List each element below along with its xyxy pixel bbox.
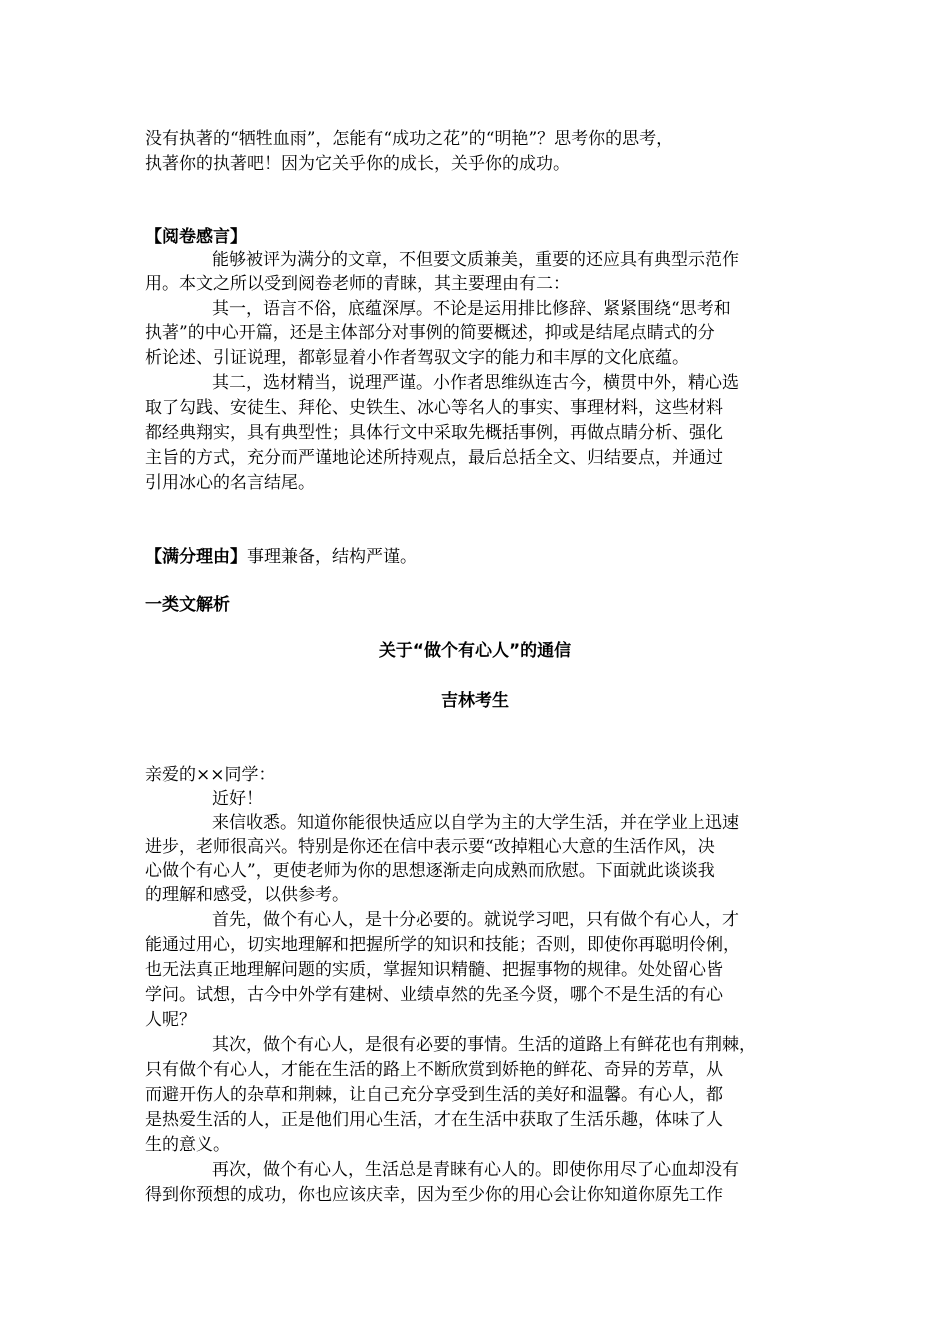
reason-text: 事理兼备，结构严谨。: [247, 547, 417, 567]
essay-line-7: 能通过用心，切实地理解和把握所学的知识和技能；否则，即使你再聪明伶俐，: [145, 935, 740, 955]
review-line-5: 析论述、引证说理，都彰显着小作者驾驭文字的能力和丰厚的文化底蕴。: [145, 348, 689, 368]
essay-salutation: 亲爱的××同学：: [145, 765, 276, 785]
intro-line-1: 没有执著的“牺牲血雨”，怎能有“成功之花”的“明艳”？思考你的思考，: [145, 129, 674, 149]
essay-line-15: 生的意义。: [145, 1135, 230, 1155]
essay-author: 吉林考生: [441, 691, 509, 711]
essay-line-2: 来信收悉。知道你能很快适应以自学为主的大学生活，并在学业上迅速: [212, 813, 739, 833]
essay-line-11: 其次，做个有心人，是很有必要的事情。生活的道路上有鲜花也有荆棘，: [212, 1035, 756, 1055]
review-line-10: 引用冰心的名言结尾。: [145, 473, 315, 493]
review-line-4: 执著”的中心开篇，还是主体部分对事例的简要概述，抑或是结尾点睛式的分: [145, 323, 715, 343]
essay-line-8: 也无法真正地理解问题的实质，掌握知识精髓、把握事物的规律。处处留心皆: [145, 960, 723, 980]
review-heading: 【阅卷感言】: [145, 227, 247, 247]
essay-line-14: 是热爱生活的人，正是他们用心生活，才在生活中获取了生活乐趣，体味了人: [145, 1110, 723, 1130]
section-heading: 一类文解析: [145, 595, 230, 615]
review-line-1: 能够被评为满分的文章，不但要文质兼美，重要的还应具有典型示范作: [212, 250, 739, 270]
essay-title: 关于“做个有心人”的通信: [378, 641, 572, 661]
intro-line-2: 执著你的执著吧！因为它关乎你的成长，关乎你的成功。: [145, 154, 570, 174]
review-line-7: 取了勾践、安徒生、拜伦、史铁生、冰心等名人的事实、事理材料，这些材料: [145, 398, 723, 418]
essay-line-13: 而避开伤人的杂草和荆棘，让自己充分享受到生活的美好和温馨。有心人，都: [145, 1085, 723, 1105]
essay-line-16: 再次，做个有心人，生活总是青睐有心人的。即使你用尽了心血却没有: [212, 1160, 739, 1180]
review-line-3: 其一，语言不俗，底蕴深厚。不论是运用排比修辞、紧紧围绕“思考和: [212, 299, 731, 319]
essay-line-17: 得到你预想的成功，你也应该庆幸，因为至少你的用心会让你知道你原先工作: [145, 1185, 723, 1205]
review-line-2: 用。本文之所以受到阅卷老师的青睐，其主要理由有二：: [145, 274, 570, 294]
review-line-6: 其二，选材精当，说理严谨。小作者思维纵连古今，横贯中外，精心选: [212, 373, 739, 393]
essay-line-1: 近好！: [212, 789, 263, 809]
essay-line-3: 进步，老师很高兴。特别是你还在信中表示要“改掉粗心大意的生活作风，决: [145, 837, 715, 857]
reason-line: [145, 545, 417, 570]
review-line-9: 主旨的方式，充分而严谨地论述所持观点，最后总括全文、归结要点，并通过: [145, 448, 723, 468]
essay-line-9: 学问。试想，古今中外学有建树、业绩卓然的先圣今贤，哪个不是生活的有心: [145, 985, 723, 1005]
essay-line-10: 人呢？: [145, 1010, 196, 1030]
reason-label: 【满分理由】: [145, 547, 247, 567]
essay-line-4: 心做个有心人”，更使老师为你的思想逐渐走向成熟而欣慰。下面就此谈谈我: [145, 861, 715, 881]
essay-line-12: 只有做个有心人，才能在生活的路上不断欣赏到娇艳的鲜花、奇异的芳草，从: [145, 1060, 723, 1080]
essay-line-5: 的理解和感受，以供参考。: [145, 885, 349, 905]
essay-line-6: 首先，做个有心人，是十分必要的。就说学习吧，只有做个有心人，才: [212, 910, 739, 930]
review-line-8: 都经典翔实，具有典型性；具体行文中采取先概括事例，再做点睛分析、强化: [145, 423, 723, 443]
